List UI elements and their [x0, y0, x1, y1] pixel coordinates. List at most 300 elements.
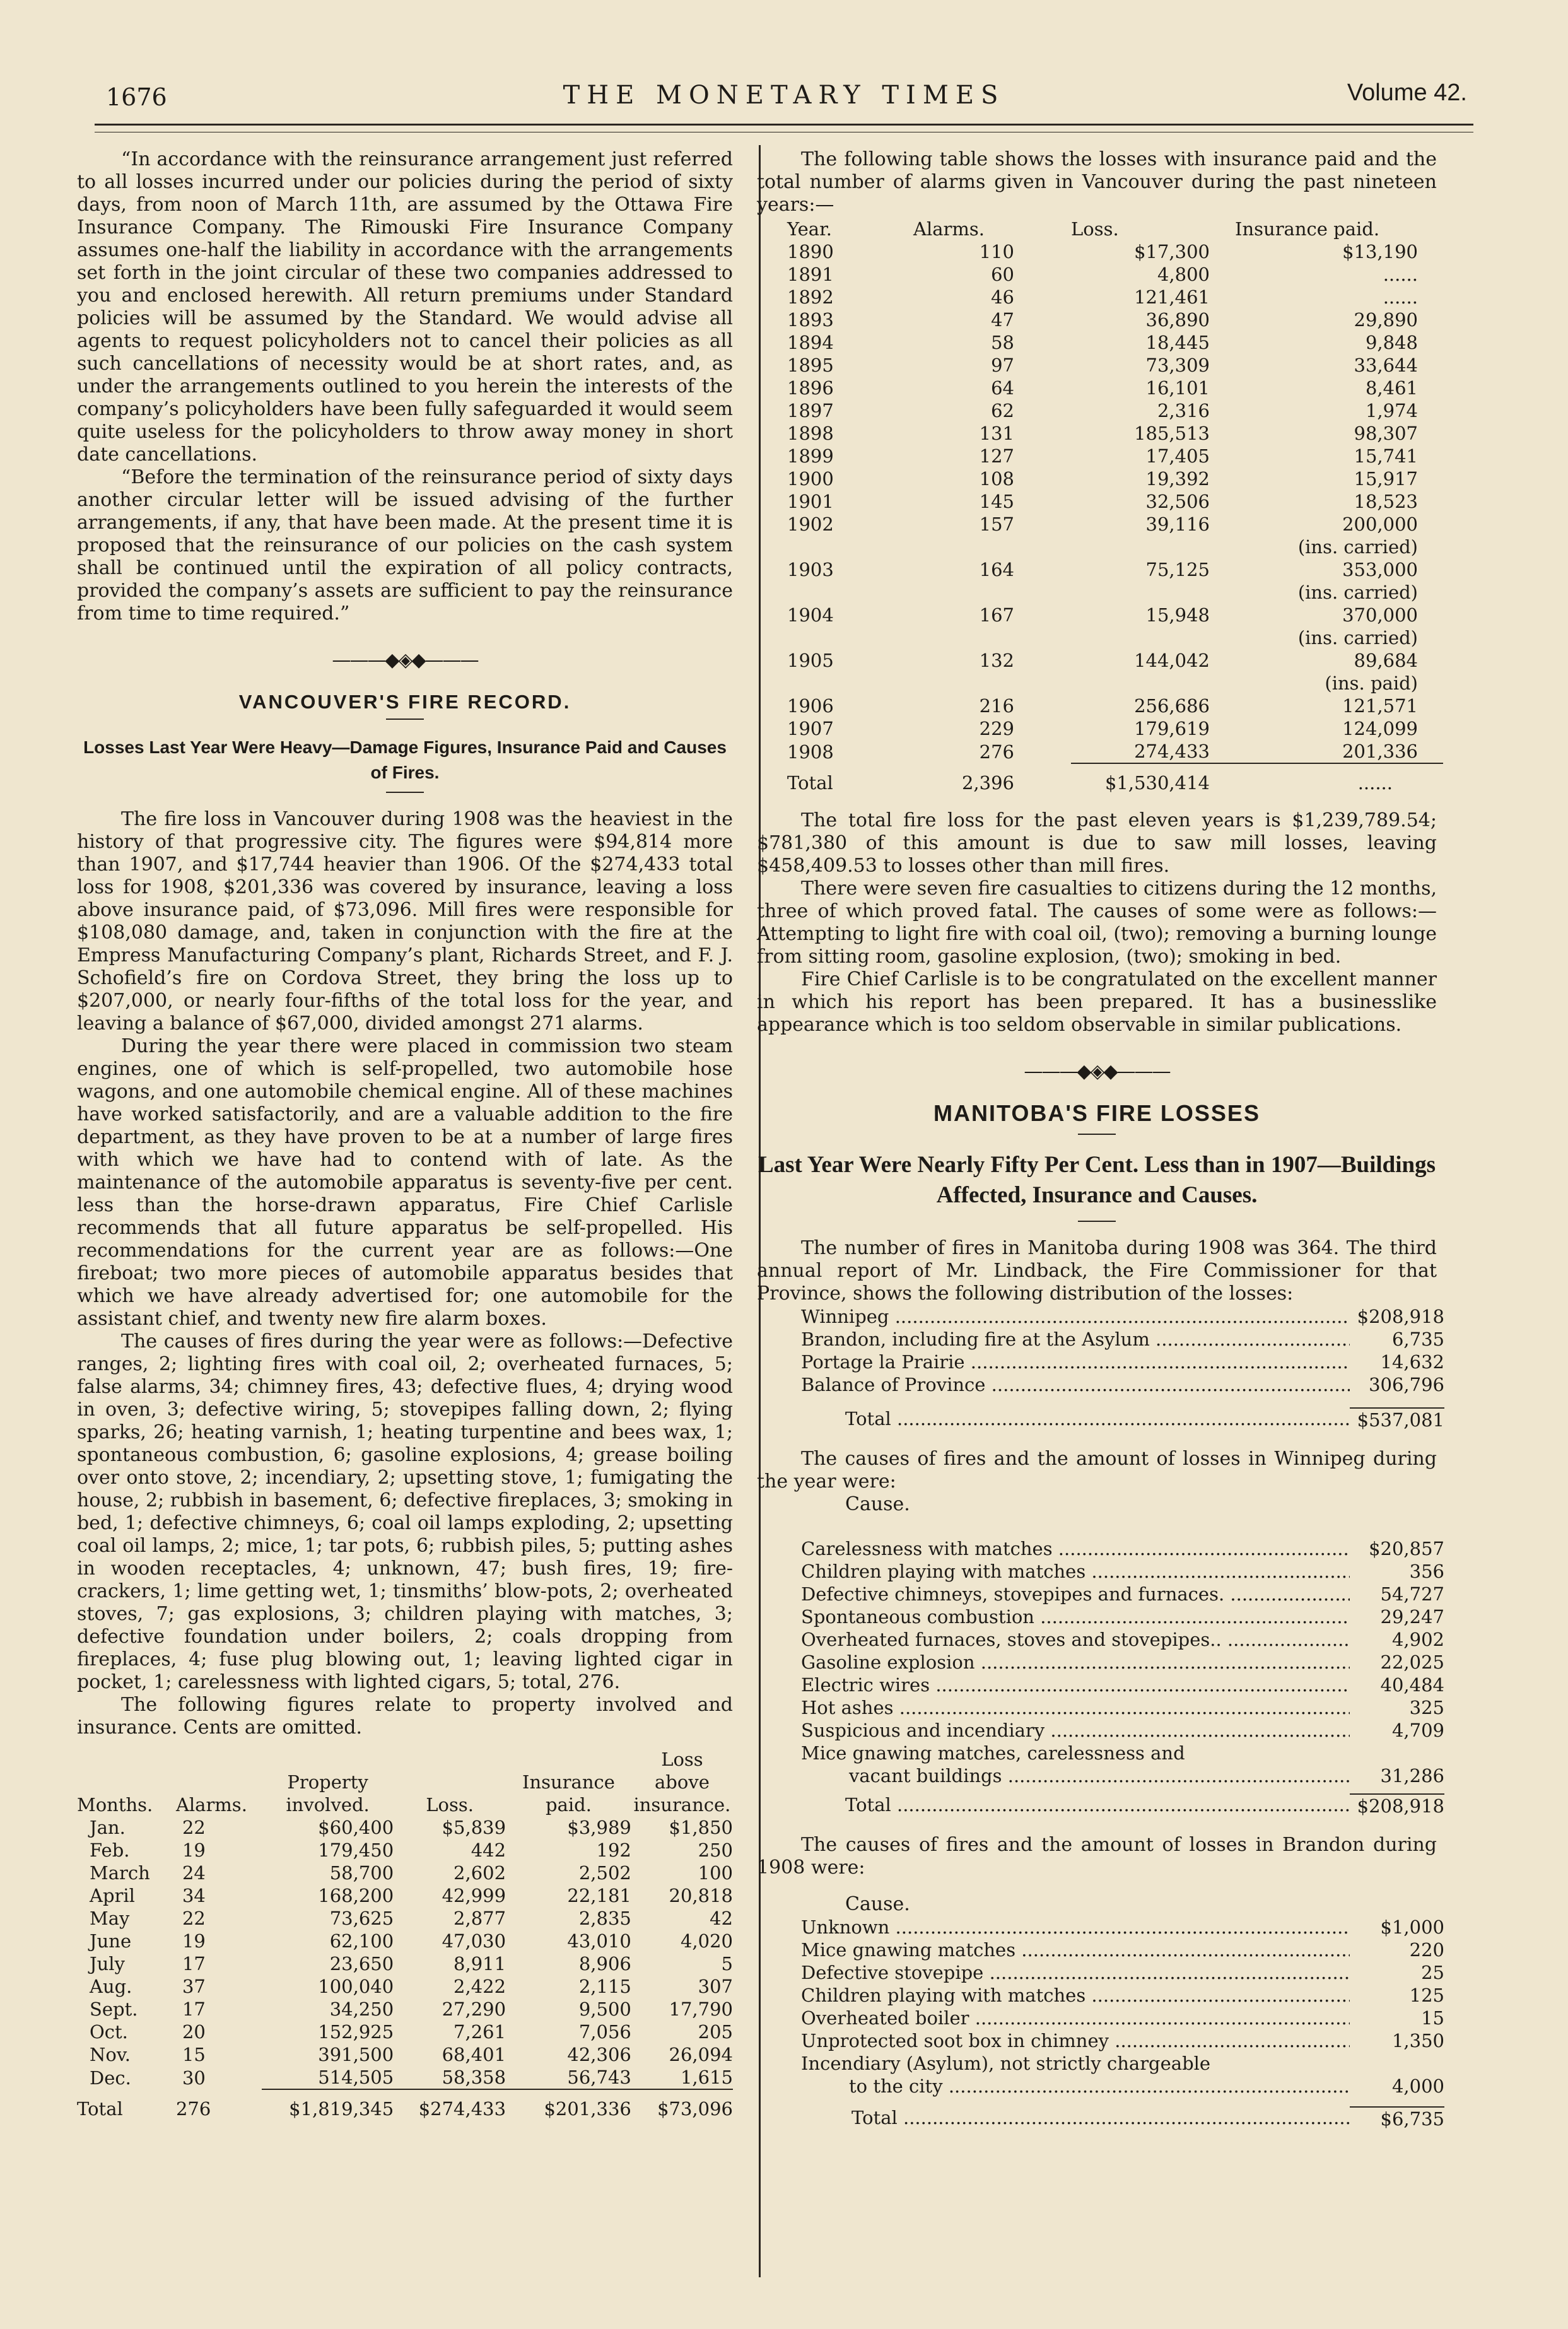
vancouver-subheading: Losses Last Year Were Heavy—Damage Figures, Insurance Paid and Causes of Fires.	[83, 737, 727, 782]
page-number: 1676	[106, 83, 167, 111]
table-cell: 7,056	[578, 2021, 631, 2043]
table-cell: 29,890	[1354, 309, 1418, 331]
list-item	[801, 1351, 1444, 1373]
short-rule	[1078, 1134, 1116, 1135]
quote-paragraph-1: “In accordance with the reinsurance arrangement just referred to all losses incurred under our policies during the period of sixty days, from noon of March 11th, are assumed by the Ottawa Fire Insurance Company. The Rimouski Fire Insurance Company assumes one-half the liability in accordance with the arrangements set forth in the joint circular of these two companies addressed to you and enclosed herewith. All return premiums under Standard policies will be assumed by the Standard. We would advise all agents to request policyholders not to cancel their policies as all such cancellations of necessity would be at short rates, and, as under the arrangements outlined to you herein the interests of the company’s policyholders have been fully safeguarded it would seem quite useless for the policyholders to throw away money in short date cancellations.	[77, 148, 733, 466]
list-item	[801, 1605, 1444, 1628]
table-row	[787, 331, 1443, 354]
table-cell: 2,316	[1157, 400, 1210, 421]
table-cell: 200,000	[1342, 513, 1418, 535]
manitoba-paragraph-2: The causes of fires and the amount of losses in Winnipeg during the year were:	[757, 1448, 1437, 1493]
table-row	[787, 467, 1443, 490]
table-cell: 100	[698, 1862, 733, 1884]
table-cell: 164	[979, 559, 1014, 580]
item-amount: 4,902	[1391, 1629, 1444, 1650]
table-cell: (ins. carried)	[1297, 536, 1418, 558]
manitoba-subheading: Last Year Were Nearly Fifty Per Cent. Less than in 1907—Buildings Affected, Insurance and Causes.	[758, 1152, 1436, 1208]
table-row	[77, 1952, 733, 1975]
table-cell: Jan.	[90, 1817, 126, 1838]
table-cell: 276	[979, 741, 1014, 763]
table-cell: 17	[182, 1953, 206, 1974]
vancouver-paragraph-3: The causes of fires during the year were as follows:—Defective ranges, 2; lighting fires with coal oil, 2; overheated furnaces, 5; false alarms, 34; chimney fires, 43; defective flues, 4; drying wood in oven, 3; defective wiring, 5; stovepipes falling down, 2; flying sparks, 26; heating varnish, 1; heating turpentine and bees wax, 1; spontaneous combustion, 6; gasoline explosions, 4; grease boiling over onto stove, 2; incendiary, 2; upsetting stove, 1; fumigating the house, 2; rubbish in basement, 6; defective fireplaces, 3; smoking in bed, 1; defective chimneys, 6; coal oil lamps exploding, 2; upsetting coal oil lamps, 2; mice, 1; tar pots, 6; rubbish piles, 5; putting ashes in wooden receptacles, 4; unknown, 47; bush fires, 19; fire-crackers, 1; lime getting wet, 1; tinsmiths’ blow-pots, 2; overheated stoves, 7; gas explosions, 3; children playing with matches, 3; defective foundation under boilers, 2; coals dropping from fireplaces, 4; fuse plug blowing out, 1; leaving lighted cigar in pocket, 1; carelessness with lighted cigars, 5; total, 276.	[77, 1330, 733, 1693]
table-cell: 9,848	[1365, 332, 1418, 353]
col-header: Loss.	[426, 1794, 474, 1816]
table-cell: 152,925	[318, 2021, 394, 2043]
table-row	[77, 1839, 733, 1862]
table-cell: 157	[979, 513, 1014, 535]
item-amount: 22,025	[1380, 1651, 1444, 1673]
table-row	[787, 740, 1443, 763]
table-cell: $60,400	[318, 1817, 394, 1838]
table-cell: 2,602	[453, 1862, 506, 1884]
table-cell: 18,445	[1145, 332, 1210, 353]
short-rule	[1078, 1221, 1116, 1222]
table-cell: 2,835	[578, 1908, 631, 1929]
table-cell: 1898	[787, 423, 834, 444]
table-cell: 30	[182, 2067, 206, 2089]
table-cell: 20,818	[669, 1885, 733, 1906]
list-item	[801, 1764, 1444, 1787]
table-cell: 42	[710, 1908, 733, 1929]
table-cell: 250	[698, 1839, 733, 1861]
total-cell: 276	[175, 2098, 211, 2120]
total-cell: $1,530,414	[1071, 763, 1235, 794]
col-header: Insurance paid.	[1235, 218, 1380, 240]
table-cell: 1904	[787, 604, 834, 626]
list-item	[801, 1742, 1444, 1764]
table-header-row	[787, 218, 1443, 240]
vancouver-summary-3: Fire Chief Carlisle is to be congratulated on the excellent manner in which his report has been prepared. It has a businesslike appearance which is too seldom observable in similar publications.	[757, 968, 1437, 1036]
table-cell: 192	[596, 1839, 631, 1861]
col-header: Loss.	[1071, 218, 1119, 240]
table-cell: 1902	[787, 513, 834, 535]
list-item	[801, 1719, 1444, 1742]
table-cell: 2,877	[453, 1908, 506, 1929]
table-row	[77, 1884, 733, 1907]
table-cell: 1908	[787, 741, 834, 763]
col-header: Year.	[787, 218, 832, 240]
table-row	[787, 695, 1443, 717]
table-cell: 17,790	[669, 1998, 733, 2020]
table-cell: Dec.	[90, 2067, 131, 2089]
table-cell: 1890	[787, 241, 834, 262]
table-row	[787, 422, 1443, 445]
table-cell: 1895	[787, 355, 834, 376]
table-cell: 18,523	[1354, 491, 1418, 512]
list-item	[801, 1651, 1444, 1674]
item-amount: $20,857	[1369, 1538, 1444, 1559]
item-amount: 356	[1409, 1561, 1444, 1582]
header-rule	[95, 124, 1473, 132]
list-item	[801, 2052, 1444, 2075]
item-label: Spontaneous combustion .....	[801, 1605, 1350, 1628]
table-cell: ......	[1383, 264, 1418, 285]
table-cell: 1903	[787, 559, 834, 580]
item-amount: $537,081	[1350, 1407, 1444, 1431]
table-cell: 19,392	[1145, 468, 1210, 490]
table-row	[77, 1975, 733, 1998]
col-header: Alarms.	[175, 1794, 247, 1816]
table-cell: 121,461	[1134, 286, 1210, 308]
table-row	[787, 240, 1443, 263]
manitoba-heading: MANITOBA'S FIRE LOSSES	[933, 1100, 1260, 1126]
table-cell: 8,906	[578, 1953, 631, 1974]
table-cell: $5,839	[442, 1817, 506, 1838]
item-amount: 31,286	[1380, 1765, 1444, 1786]
table-cell: Sept.	[90, 1998, 138, 2020]
item-label: Overheated furnaces, stoves and stovepipes.. .....	[801, 1628, 1350, 1651]
table-cell: 62,100	[329, 1930, 394, 1952]
item-label: Hot ashes .....	[801, 1696, 1350, 1719]
table-cell	[1071, 672, 1235, 695]
table-cell: 145	[979, 491, 1014, 512]
table-cell: 8,461	[1365, 377, 1418, 399]
vancouver-paragraph-1: The fire loss in Vancouver during 1908 was the heaviest in the history of that progressive city. The figures were $94,814 more than 1907, and $17,744 heavier than 1906. Of the $274,433 total loss for 1908, $201,336 was covered by insurance, leaving a loss above insurance paid, of $73,096. Mill fires were responsible for $108,080 damage, and, taken in conjunction with the fire at the Empress Manufacturing Company’s plant, Richards Street, and F. J. Schofield’s fire on Cordova Street, they bring the loss up to $207,000, or nearly four-fifths of the total loss for the year, and leaving a balance of $67,000, divided amongst 271 alarms.	[77, 808, 733, 1035]
list-item	[801, 1696, 1444, 1719]
table-row	[787, 445, 1443, 467]
list-item	[801, 1984, 1444, 2007]
table-total-row	[787, 763, 1443, 794]
table-cell: (ins. carried)	[1297, 582, 1418, 603]
item-label: vacant buildings .....	[801, 1764, 1350, 1787]
yearly-intro: The following table shows the losses with insurance paid and the total number of alarms given in Vancouver during the past nineteen years:—	[757, 148, 1437, 216]
table-cell: 442	[471, 1839, 506, 1861]
item-label: Mice gnawing matches .....	[801, 1939, 1350, 1961]
total-cell: $201,336	[506, 2089, 631, 2120]
item-label: Children playing with matches .....	[801, 1984, 1350, 2007]
table-cell: 75,125	[1145, 559, 1210, 580]
table-cell: 1891	[787, 264, 834, 285]
table-cell: 56,743	[567, 2067, 631, 2088]
list-item	[801, 2029, 1444, 2052]
item-amount: 306,796	[1369, 1374, 1444, 1395]
table-cell: 185,513	[1134, 423, 1210, 444]
total-cell: Total	[787, 772, 833, 794]
item-amount	[1350, 2052, 1444, 2075]
total-cell: 2,396	[961, 772, 1014, 794]
winnipeg-causes-list	[801, 1537, 1444, 1787]
table-cell: $3,989	[567, 1817, 631, 1838]
table-cell: 39,116	[1145, 513, 1210, 535]
table-cell: 1897	[787, 400, 834, 421]
item-amount: 325	[1409, 1697, 1444, 1718]
table-row	[77, 2021, 733, 2043]
table-cell: (ins. paid)	[1325, 672, 1418, 694]
list-item	[801, 1583, 1444, 1605]
list-item	[801, 1407, 1444, 1431]
table-cell: 42,999	[442, 1885, 506, 1906]
table-row	[77, 2066, 733, 2089]
item-amount: 1,350	[1391, 2030, 1444, 2051]
page-header	[95, 74, 1473, 119]
table-cell: July	[90, 1953, 125, 1974]
table-cell: 19	[182, 1839, 206, 1861]
table-cell: 144,042	[1134, 650, 1210, 671]
table-cell: 201,336	[1342, 741, 1418, 762]
table-cell: 2,115	[578, 1976, 631, 1997]
item-amount: 6,735	[1391, 1329, 1444, 1350]
table-cell: 42,306	[567, 2044, 631, 2065]
list-item	[801, 1793, 1444, 1817]
table-cell: 47,030	[442, 1930, 506, 1952]
item-amount: 15	[1421, 2007, 1444, 2029]
item-label: Balance of Province .....	[801, 1373, 1350, 1396]
table-cell: 58	[991, 332, 1014, 353]
item-amount: 220	[1409, 1939, 1444, 1961]
table-cell: 15,917	[1354, 468, 1418, 490]
total-cell: $274,433	[394, 2089, 506, 2120]
table-cell: 1,615	[680, 2067, 733, 2088]
table-cell: 307	[698, 1976, 733, 1997]
col-header: Loss above insurance.	[633, 1749, 731, 1816]
table-cell: 110	[979, 241, 1014, 262]
table-cell: 43,010	[567, 1930, 631, 1952]
list-item	[801, 1328, 1444, 1351]
item-label: Incendiary (Asylum), not strictly chargeable	[801, 2053, 1211, 2074]
item-label: Mice gnawing matches, carelessness and	[801, 1742, 1185, 1764]
list-item	[801, 2106, 1444, 2130]
item-label: Total .....	[801, 1793, 1350, 1817]
section-ornament: ———◆◈◆———	[1024, 1060, 1170, 1082]
list-item	[801, 1537, 1444, 1560]
item-label: Defective chimneys, stovepipes and furnaces. .....	[801, 1583, 1350, 1605]
item-amount	[1350, 1742, 1444, 1764]
table-cell: 58,358	[442, 2067, 506, 2088]
col-header: Insurance paid.	[522, 1771, 615, 1816]
manitoba-paragraph-1: The number of fires in Manitoba during 1908 was 364. The third annual report of Mr. Lindback, the Fire Commissioner for that Province, shows the following distribution of the losses:	[757, 1237, 1437, 1305]
table-cell: 100,040	[318, 1976, 394, 1997]
table-row	[787, 513, 1443, 536]
table-row	[787, 558, 1443, 581]
quote-paragraph-2: “Before the termination of the reinsurance period of sixty days another circular letter will be issued advising of the further arrangements, if any, that have been made. At the present time it is proposed that the reinsurance of our policies on the cash system shall be continued until the expiration of all policy contracts, provided the company’s assets are sufficient to pay the reinsurance from time to time required.”	[77, 466, 733, 625]
item-label: Unprotected soot box in chimney .....	[801, 2029, 1350, 2052]
list-item	[801, 1939, 1444, 1961]
table-cell: 4,020	[680, 1930, 733, 1952]
brandon-causes-list	[801, 1916, 1444, 2097]
monthly-losses-table	[77, 1748, 733, 2120]
distribution-list	[801, 1305, 1444, 1396]
item-amount: $6,735	[1350, 2106, 1444, 2130]
table-cell: 24	[182, 1862, 206, 1884]
table-cell: 2,422	[453, 1976, 506, 1997]
cause-caption: Cause.	[845, 1493, 910, 1515]
table-cell: 1901	[787, 491, 834, 512]
table-cell: 68,401	[442, 2044, 506, 2065]
table-cell: 167	[979, 604, 1014, 626]
table-cell: May	[90, 1908, 130, 1929]
item-label: to the city .....	[801, 2075, 1350, 2097]
table-cell: 36,890	[1145, 309, 1210, 331]
table-row	[77, 2043, 733, 2066]
table-row	[787, 649, 1443, 672]
table-cell: 353,000	[1342, 559, 1418, 580]
table-cell: 2,502	[578, 1862, 631, 1884]
vancouver-heading: VANCOUVER'S FIRE RECORD.	[238, 691, 571, 713]
table-cell: 1900	[787, 468, 834, 490]
table-cell: 1896	[787, 377, 834, 399]
short-rule	[386, 719, 424, 720]
left-column	[77, 148, 733, 2120]
table-row	[77, 1907, 733, 1930]
table-cell: 27,290	[442, 1998, 506, 2020]
item-label: Carelessness with matches .....	[801, 1537, 1350, 1560]
table-cell: March	[90, 1862, 150, 1884]
volume-label: Volume 42.	[1347, 79, 1467, 106]
table-cell	[913, 536, 1071, 558]
table-cell: 15	[182, 2044, 206, 2065]
item-label: Overheated boiler .....	[801, 2007, 1350, 2029]
vancouver-summary-2: There were seven fire casualties to citizens during the 12 months, three of which proved fatal. The causes of some were as follows:—Attempting to light fire with coal oil, (two); removing a burning lounge from sitting room, gasoline explosion, (two); smoking in bed.	[757, 877, 1437, 968]
item-amount: $208,918	[1357, 1306, 1444, 1327]
table-cell: Feb.	[90, 1839, 130, 1861]
brandon-total	[801, 2106, 1444, 2130]
table-row	[77, 1816, 733, 1839]
table-cell: 370,000	[1342, 604, 1418, 626]
list-item	[801, 1674, 1444, 1696]
total-cell: $73,096	[631, 2089, 733, 2120]
table-cell: 108	[979, 468, 1014, 490]
table-cell: $17,300	[1134, 241, 1210, 262]
table-cell: 1894	[787, 332, 834, 353]
vancouver-paragraph-2: During the year there were placed in commission two steam engines, one of which is self-propelled, two automobile hose wagons, and one automobile chemical engine. All of these machines have worked satisfactorily, and are a valuable addition to the fire department, as they have proven to be at a number of large fires with which we have had to contend with of late. As the maintenance of the automobile apparatus is seventy-five per cent. less than the horse-drawn apparatus, Fire Chief Carlisle recommends that all future apparatus be self-propelled. His recommendations for the current year are as follows:—One fireboat; two more pieces of automobile apparatus besides that which we have already advertised for; one automobile for the assistant chief, and twenty new fire alarm boxes.	[77, 1035, 733, 1330]
item-label: Gasoline explosion .....	[801, 1651, 1350, 1674]
item-label: Defective stovepipe .....	[801, 1961, 1350, 1984]
table-cell: 9,500	[578, 1998, 631, 2020]
table-row	[787, 626, 1443, 649]
table-cell	[1071, 581, 1235, 604]
item-label: Total .....	[801, 2106, 1350, 2130]
item-label: Electric wires .....	[801, 1674, 1350, 1696]
table-cell: 229	[979, 718, 1014, 739]
table-row	[787, 286, 1443, 308]
col-header: Property involved.	[286, 1771, 370, 1816]
table-cell: 73,309	[1145, 355, 1210, 376]
table-row	[787, 536, 1443, 558]
list-item	[801, 1305, 1444, 1328]
table-cell: 256,686	[1134, 695, 1210, 717]
table-cell: 1892	[787, 286, 834, 308]
table-cell: 22,181	[567, 1885, 631, 1906]
vancouver-summary-1: The total fire loss for the past eleven years is $1,239,789.54; $781,380 of this amount is due to saw mill losses, leaving $458,409.53 to losses other than mill fires.	[757, 809, 1437, 877]
table-cell: 22	[182, 1908, 206, 1929]
item-amount: 29,247	[1380, 1606, 1444, 1628]
item-amount: 54,727	[1380, 1583, 1444, 1605]
right-column	[757, 148, 1444, 2130]
table-cell: ......	[1383, 286, 1418, 308]
table-cell: 98,307	[1354, 423, 1418, 444]
table-cell: 132	[979, 650, 1014, 671]
table-row	[787, 490, 1443, 513]
table-row	[77, 1862, 733, 1884]
table-cell: (ins. carried)	[1297, 627, 1418, 648]
table-cell: June	[90, 1930, 132, 1952]
list-item	[801, 1916, 1444, 1939]
table-cell: 1905	[787, 650, 834, 671]
table-cell	[787, 581, 913, 604]
table-cell: 15,948	[1145, 604, 1210, 626]
col-header: Months.	[77, 1794, 153, 1816]
table-cell: Oct.	[90, 2021, 128, 2043]
item-amount: 125	[1409, 1985, 1444, 2006]
item-amount: 40,484	[1380, 1674, 1444, 1696]
table-cell: 127	[979, 445, 1014, 467]
table-cell	[787, 672, 913, 695]
table-cell: 17,405	[1145, 445, 1210, 467]
table-row	[787, 263, 1443, 286]
table-row	[787, 604, 1443, 626]
table-cell: 89,684	[1354, 650, 1418, 671]
table-cell: 179,450	[318, 1839, 394, 1861]
table-cell: $13,190	[1342, 241, 1418, 262]
short-rule	[386, 792, 424, 793]
table-cell: 15,741	[1354, 445, 1418, 467]
item-amount: 4,709	[1391, 1720, 1444, 1741]
item-amount: 14,632	[1380, 1351, 1444, 1373]
table-cell: 179,619	[1134, 718, 1210, 739]
table-cell: 32,506	[1145, 491, 1210, 512]
cause-caption: Cause.	[845, 1893, 910, 1915]
table-cell: 1899	[787, 445, 834, 467]
table-cell: 1893	[787, 309, 834, 331]
item-label: Portage la Prairie .....	[801, 1351, 1350, 1373]
table-cell: 34	[182, 1885, 206, 1906]
table-cell: 73,625	[329, 1908, 394, 1929]
table-row	[787, 717, 1443, 740]
table-cell: April	[90, 1885, 135, 1906]
item-label: Unknown .....	[801, 1916, 1350, 1939]
table-cell: 60	[991, 264, 1014, 285]
table-cell: 216	[979, 695, 1014, 717]
list-item	[801, 2007, 1444, 2029]
total-cell: $1,819,345	[262, 2089, 394, 2120]
table-cell: 46	[991, 286, 1014, 308]
total-cell: ......	[1235, 763, 1443, 794]
table-cell: 97	[991, 355, 1014, 376]
item-label: Suspicious and incendiary .....	[801, 1719, 1350, 1742]
item-label: Children playing with matches .....	[801, 1560, 1350, 1583]
table-cell: 7,261	[453, 2021, 506, 2043]
table-cell: 1,974	[1365, 400, 1418, 421]
vancouver-paragraph-4: The following figures relate to property involved and insurance. Cents are omitted.	[77, 1694, 733, 1739]
table-cell: Nov.	[90, 2044, 131, 2065]
col-header: Alarms.	[913, 218, 985, 240]
table-cell: 16,101	[1145, 377, 1210, 399]
list-item	[801, 1373, 1444, 1396]
list-item	[801, 2075, 1444, 2097]
list-item	[801, 1628, 1444, 1651]
table-cell: 168,200	[318, 1885, 394, 1906]
table-cell: 17	[182, 1998, 206, 2020]
table-header-row	[77, 1748, 733, 1816]
publication-title: THE MONETARY TIMES	[563, 81, 1005, 110]
table-cell: 514,505	[318, 2067, 394, 2088]
item-label: Total .....	[801, 1407, 1350, 1431]
item-label: Brandon, including fire at the Asylum .....	[801, 1328, 1350, 1351]
table-cell: 22	[182, 1817, 206, 1838]
table-cell	[913, 672, 1071, 695]
table-cell: 64	[991, 377, 1014, 399]
table-row	[787, 672, 1443, 695]
manitoba-paragraph-3: The causes of fires and the amount of losses in Brandon during 1908 were:	[757, 1834, 1437, 1879]
table-row	[787, 354, 1443, 377]
table-cell: 205	[698, 2021, 733, 2043]
table-row	[787, 308, 1443, 331]
table-cell: 4,800	[1157, 264, 1210, 285]
table-cell	[787, 536, 913, 558]
item-amount: $208,918	[1350, 1793, 1444, 1817]
table-cell: 58,700	[329, 1862, 394, 1884]
table-cell: 47	[991, 309, 1014, 331]
